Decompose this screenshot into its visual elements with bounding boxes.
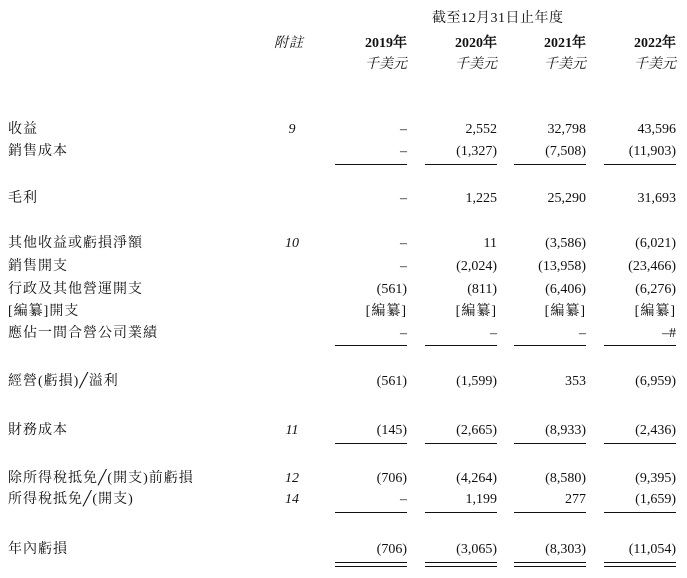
row-label-redacted-expenses: [編纂]開支 — [8, 304, 80, 319]
row-label-cost-of-sales: 銷售成本 — [8, 144, 68, 159]
unit-header-2020: 千美元 — [455, 57, 497, 72]
table-cell: 1,199 — [465, 492, 497, 507]
table-cell: (11,054) — [628, 542, 676, 557]
table-cell: (1,659) — [635, 492, 676, 507]
table-cell: (6,276) — [635, 282, 676, 297]
unit-header-2021: 千美元 — [544, 57, 586, 72]
subtotal-rule — [604, 164, 676, 165]
subtotal-rule — [335, 443, 407, 444]
table-cell: (8,933) — [545, 423, 586, 438]
table-cell: (7,508) — [545, 144, 586, 159]
table-cell: (6,406) — [545, 282, 586, 297]
table-cell: (2,665) — [456, 423, 497, 438]
row-label-income-tax: 所得稅抵免╱(開支) — [8, 492, 134, 507]
total-double-rule — [514, 562, 586, 567]
row-note-income-tax: 14 — [285, 492, 299, 507]
total-double-rule — [425, 562, 497, 567]
row-note-revenue: 9 — [288, 122, 296, 137]
table-cell: (3,065) — [456, 542, 497, 557]
year-header-2019: 2019年 — [365, 36, 407, 51]
year-header-2022: 2022年 — [634, 36, 676, 51]
table-cell: [編纂] — [544, 304, 586, 319]
table-cell: (706) — [376, 542, 407, 557]
row-label-finance-costs: 財務成本 — [8, 423, 68, 438]
row-note-other-gains: 10 — [285, 236, 299, 251]
row-note-finance-costs: 11 — [285, 423, 299, 438]
table-cell: (145) — [376, 423, 407, 438]
table-cell: (1,599) — [456, 374, 497, 389]
row-label-joint-venture: 應佔一間合營公司業績 — [8, 326, 158, 341]
subtotal-rule — [335, 512, 407, 513]
row-label-gross-profit: 毛利 — [8, 191, 38, 206]
total-double-rule — [604, 562, 676, 567]
row-label-admin-expenses: 行政及其他營運開支 — [8, 282, 143, 297]
subtotal-rule — [514, 512, 586, 513]
table-cell: (2,436) — [635, 423, 676, 438]
table-cell: – — [579, 326, 586, 341]
table-cell: [編纂] — [455, 304, 497, 319]
table-cell: 11 — [483, 236, 497, 251]
table-cell: – — [400, 236, 407, 251]
table-cell: – — [400, 492, 407, 507]
row-label-other-gains: 其他收益或虧損淨額 — [8, 236, 143, 251]
table-cell: 353 — [565, 374, 586, 389]
table-cell: (561) — [376, 374, 407, 389]
subtotal-rule — [604, 345, 676, 346]
table-cell: (6,021) — [635, 236, 676, 251]
note-header: 附註 — [274, 36, 304, 51]
table-cell: [編纂] — [634, 304, 676, 319]
table-cell: (23,466) — [628, 259, 676, 274]
subtotal-rule — [514, 345, 586, 346]
table-cell: (4,264) — [456, 471, 497, 486]
year-header-2020: 2020年 — [455, 36, 497, 51]
subtotal-rule — [425, 512, 497, 513]
table-cell: – — [400, 191, 407, 206]
row-label-loss-before-tax: 除所得稅抵免╱(開支)前虧損 — [8, 471, 194, 486]
table-cell: – — [490, 326, 497, 341]
subtotal-rule — [425, 164, 497, 165]
row-note-loss-before-tax: 12 — [285, 471, 299, 486]
row-label-selling-expenses: 銷售開支 — [8, 259, 68, 274]
row-label-revenue: 收益 — [8, 122, 38, 137]
table-cell: (1,327) — [456, 144, 497, 159]
table-cell: 31,693 — [637, 191, 676, 206]
table-cell: (3,586) — [545, 236, 586, 251]
subtotal-rule — [514, 443, 586, 444]
table-cell: [編纂] — [365, 304, 407, 319]
subtotal-rule — [514, 164, 586, 165]
table-cell: (561) — [376, 282, 407, 297]
table-cell: (8,580) — [545, 471, 586, 486]
subtotal-rule — [425, 345, 497, 346]
row-label-loss-for-year: 年內虧損 — [8, 542, 68, 557]
table-cell: – — [400, 144, 407, 159]
table-cell: – — [400, 122, 407, 137]
table-cell: 25,290 — [547, 191, 586, 206]
table-cell: 1,225 — [465, 191, 497, 206]
table-cell: (6,959) — [635, 374, 676, 389]
table-cell: (11,903) — [628, 144, 676, 159]
table-cell: 277 — [565, 492, 586, 507]
row-label-operating-result: 經營(虧損)╱溢利 — [8, 374, 119, 389]
year-header-2021: 2021年 — [544, 36, 586, 51]
unit-header-2022: 千美元 — [634, 57, 676, 72]
table-cell: (706) — [376, 471, 407, 486]
table-cell: – — [400, 259, 407, 274]
subtotal-rule — [604, 443, 676, 444]
table-cell: (8,303) — [545, 542, 586, 557]
subtotal-rule — [425, 443, 497, 444]
total-double-rule — [335, 562, 407, 567]
unit-header-2019: 千美元 — [365, 57, 407, 72]
table-cell: (811) — [467, 282, 497, 297]
table-cell: 2,552 — [465, 122, 497, 137]
table-cell: 32,798 — [547, 122, 586, 137]
period-header: 截至12月31日止年度 — [432, 11, 564, 26]
table-cell: (2,024) — [456, 259, 497, 274]
table-cell: (13,958) — [538, 259, 586, 274]
table-cell: –# — [662, 326, 676, 341]
subtotal-rule — [335, 345, 407, 346]
subtotal-rule — [604, 512, 676, 513]
subtotal-rule — [335, 164, 407, 165]
table-cell: – — [400, 326, 407, 341]
table-cell: 43,596 — [637, 122, 676, 137]
table-cell: (9,395) — [635, 471, 676, 486]
